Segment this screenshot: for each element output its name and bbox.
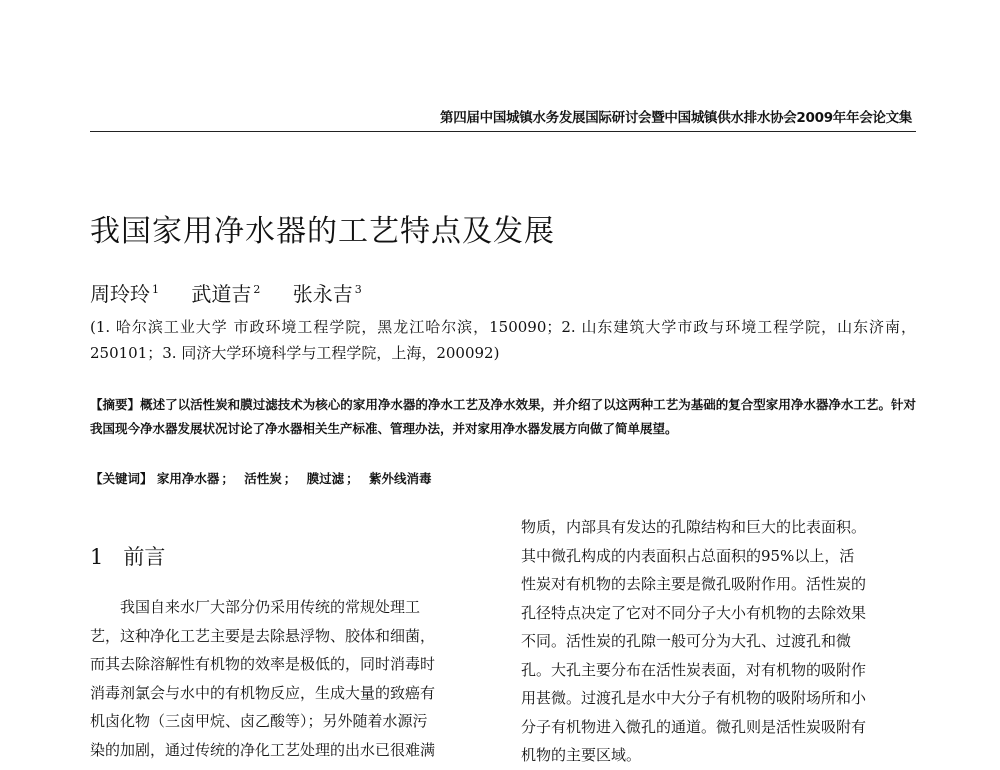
paragraph-line: 物质，内部具有发达的孔隙结构和巨大的比表面积。 bbox=[521, 518, 867, 536]
section-title: 前言 bbox=[123, 545, 166, 569]
section-number: 1 bbox=[90, 545, 104, 569]
paragraph-line: 而其去除溶解性有机物的效率是极低的，同时消毒时 bbox=[90, 655, 436, 673]
paragraph-line: 其中微孔构成的内表面积占总面积的95%以上，活 bbox=[521, 546, 855, 565]
paragraph-line: 孔。大孔主要分布在活性炭表面，对有机物的吸附作 bbox=[521, 660, 867, 679]
paragraph-line: 机卤化物（三卤甲烷、卤乙酸等）；另外随着水源污 bbox=[90, 712, 428, 730]
paragraph-line: 分子有机物进入微孔的通道。微孔则是活性炭吸附有 bbox=[521, 717, 867, 736]
header-rule bbox=[90, 131, 916, 132]
right-column bbox=[521, 513, 917, 770]
author bbox=[90, 282, 159, 306]
affiliations: (1. 哈尔滨工业大学 市政环境工程学院，黑龙江哈尔滨，150090；2. 山东建筑大学市政与环境工程学院，山东济南，250101；3. 同济大学环境科学与工程学院，上海，200092) bbox=[90, 318, 916, 362]
author-list bbox=[90, 278, 388, 307]
paragraph-line: 孔径特点决定了它对不同分子大小有机物的去除效果 bbox=[521, 603, 867, 622]
paragraph-line: 用甚微。过渡孔是水中大分子有机物的吸附场所和小 bbox=[521, 689, 867, 707]
keyword: 紫外线消毒 bbox=[369, 471, 432, 486]
left-column bbox=[90, 593, 498, 764]
paragraph-line: 我国自来水厂大部分仍采用传统的常规处理工 bbox=[120, 598, 421, 616]
abstract-label: 【摘要】 bbox=[90, 397, 141, 412]
paper-title: 我国家用净水器的工艺特点及发展 bbox=[90, 214, 555, 249]
author bbox=[293, 282, 362, 306]
author-affiliation-mark: 1 bbox=[152, 283, 159, 296]
keyword-separator: ； bbox=[221, 471, 234, 486]
keywords bbox=[90, 467, 916, 491]
paragraph-line: 艺，这种净化工艺主要是去除悬浮物、胶体和细菌， bbox=[90, 626, 436, 645]
author-name: 张永吉 bbox=[292, 282, 353, 306]
keyword-separator: ； bbox=[346, 471, 359, 486]
paragraph-line: 消毒剂氯会与水中的有机物反应，生成大量的致癌有 bbox=[90, 683, 436, 702]
author-affiliation-mark: 2 bbox=[253, 283, 261, 296]
abstract-text: 概述了以活性炭和膜过滤技术为核心的家用净水器的净水工艺及净水效果，并介绍了以这两种工艺为基础的复合型家用净水器净水工艺。针对我国现今净水器发展状况讨论了净水器相关生产标准、管理办法，并对家用净水器发展方向做了简单展望。 bbox=[90, 397, 916, 436]
paragraph-line: 机物的主要区域。 bbox=[521, 746, 642, 764]
author-affiliation-mark: 3 bbox=[354, 283, 362, 296]
author-name: 武道吉 bbox=[191, 282, 252, 306]
section-heading bbox=[90, 541, 165, 571]
keyword: 膜过滤 bbox=[306, 471, 345, 486]
author bbox=[191, 282, 260, 306]
running-header: 第四届中国城镇水务发展国际研讨会暨中国城镇供水排水协会2009年年会论文集 bbox=[440, 110, 912, 126]
keyword: 家用净水器 bbox=[156, 471, 220, 486]
keywords-label: 【关键词】 bbox=[90, 471, 153, 486]
keyword-separator: ； bbox=[283, 471, 297, 486]
keyword: 活性炭 bbox=[244, 471, 282, 486]
abstract bbox=[90, 393, 916, 441]
paragraph-line: 染的加剧，通过传统的净化工艺处理的出水已很难满 bbox=[90, 740, 436, 759]
paragraph-line: 性炭对有机物的去除主要是微孔吸附作用。活性炭的 bbox=[521, 575, 867, 593]
author-name: 周玲玲 bbox=[90, 282, 150, 306]
paragraph-line: 不同。活性炭的孔隙一般可分为大孔、过渡孔和微 bbox=[521, 632, 852, 650]
